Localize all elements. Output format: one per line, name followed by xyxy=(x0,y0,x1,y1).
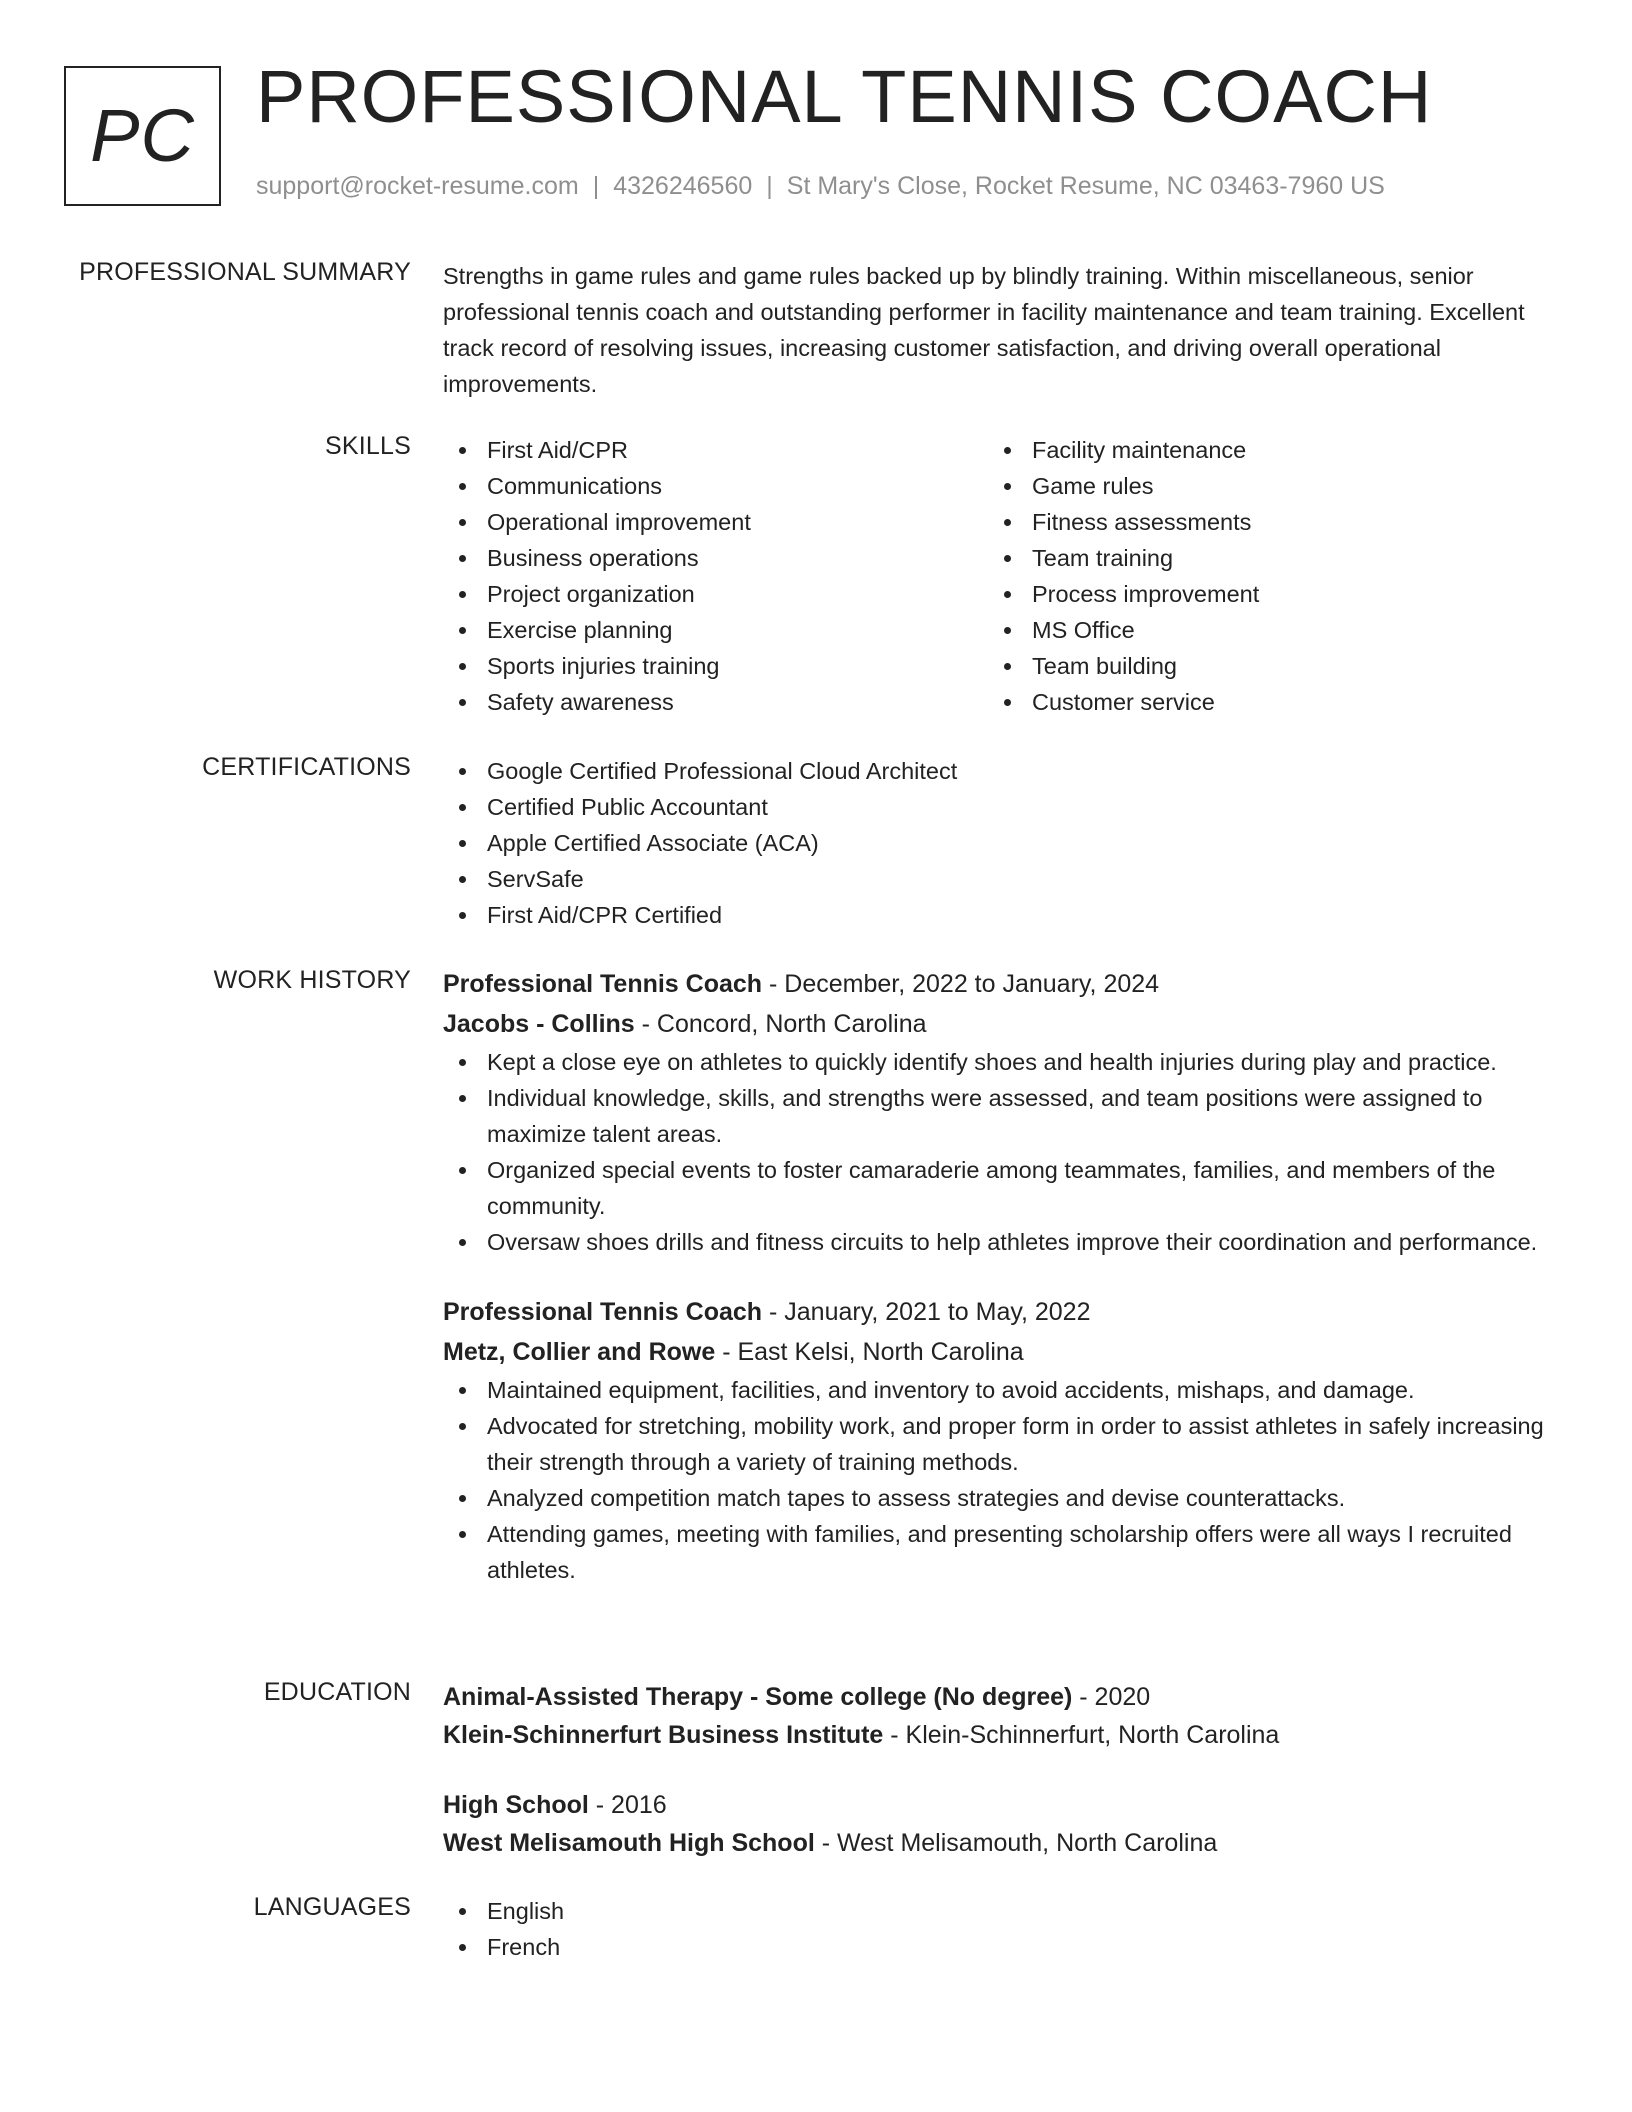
job-entry xyxy=(443,1292,1553,1588)
education-year: - 2020 xyxy=(1072,1683,1151,1711)
skills-list-right xyxy=(988,432,1533,720)
education-school: West Melisamouth High School xyxy=(443,1829,815,1857)
skill-item: First Aid/CPR xyxy=(443,432,988,468)
certification-item: First Aid/CPR Certified xyxy=(443,897,1553,933)
education-year: - 2016 xyxy=(588,1791,667,1819)
job-bullet: Kept a close eye on athletes to quickly identify shoes and health injuries during play and practice. xyxy=(443,1044,1553,1080)
certification-item: Certified Public Accountant xyxy=(443,789,1553,825)
monogram-box xyxy=(64,66,221,206)
skill-item: MS Office xyxy=(988,612,1533,648)
job-bullet: Attending games, meeting with families, and presenting scholarship offers were all ways I recruited athletes. xyxy=(443,1516,1553,1588)
education-entry xyxy=(443,1678,1553,1754)
contact-phone[interactable]: 4326246560 xyxy=(613,172,753,200)
education-school-line xyxy=(443,1824,1553,1862)
skill-item: Facility maintenance xyxy=(988,432,1533,468)
summary-label: PROFESSIONAL SUMMARY xyxy=(79,258,411,286)
skill-item: Sports injuries training xyxy=(443,648,988,684)
skill-item: Exercise planning xyxy=(443,612,988,648)
skill-item: Team training xyxy=(988,540,1533,576)
education-degree: High School xyxy=(443,1791,589,1819)
language-item: French xyxy=(443,1929,1553,1965)
education-location: - Klein-Schinnerfurt, North Carolina xyxy=(883,1721,1280,1749)
skill-item: Operational improvement xyxy=(443,504,988,540)
job-bullet: Organized special events to foster camaraderie among teammates, families, and members of the community. xyxy=(443,1152,1553,1224)
summary-text: Strengths in game rules and game rules backed up by blindly training. Within miscellaneous, senior professional tennis coach and outstanding performer in facility maintenance and team training. Excellent track record of resolving issues, increasing customer satisfaction, and driving overall operational improvements. xyxy=(443,263,1525,397)
languages-list xyxy=(443,1893,1553,1965)
job-bullet: Advocated for stretching, mobility work, and proper form in order to assist athletes in safely increasing their strength through a variety of training methods. xyxy=(443,1408,1553,1480)
skill-item: Fitness assessments xyxy=(988,504,1533,540)
job-title-line xyxy=(443,964,1553,1004)
job-location: - Concord, North Carolina xyxy=(634,1010,927,1038)
education-degree: Animal-Assisted Therapy - Some college (No degree) xyxy=(443,1683,1073,1711)
contact-line xyxy=(256,172,1385,201)
certification-item: Apple Certified Associate (ACA) xyxy=(443,825,1553,861)
monogram-initials: PC xyxy=(90,94,195,177)
job-bullet: Analyzed competition match tapes to assess strategies and devise counterattacks. xyxy=(443,1480,1553,1516)
skills-list-left xyxy=(443,432,988,720)
skill-item: Process improvement xyxy=(988,576,1533,612)
certifications-label: CERTIFICATIONS xyxy=(202,753,411,781)
job-company: Jacobs - Collins xyxy=(443,1010,635,1038)
language-item: English xyxy=(443,1893,1553,1929)
certifications-list xyxy=(443,753,1553,933)
education-degree-line xyxy=(443,1786,1553,1824)
job-title: Professional Tennis Coach xyxy=(443,1298,763,1326)
contact-email[interactable]: support@rocket-resume.com xyxy=(256,172,579,200)
skill-item: Business operations xyxy=(443,540,988,576)
job-dates: - December, 2022 to January, 2024 xyxy=(762,970,1160,998)
education-label: EDUCATION xyxy=(263,1678,411,1706)
job-bullet: Maintained equipment, facilities, and inventory to avoid accidents, mishaps, and damage. xyxy=(443,1372,1553,1408)
job-dates: - January, 2021 to May, 2022 xyxy=(762,1298,1091,1326)
certification-item: Google Certified Professional Cloud Architect xyxy=(443,753,1553,789)
certification-item: ServSafe xyxy=(443,861,1553,897)
resume-title: PROFESSIONAL TENNIS COACH xyxy=(256,55,1433,138)
education-degree-line xyxy=(443,1678,1553,1716)
skill-item: Communications xyxy=(443,468,988,504)
job-company: Metz, Collier and Rowe xyxy=(443,1338,716,1366)
skills-label: SKILLS xyxy=(325,432,411,460)
job-title-line xyxy=(443,1292,1553,1332)
job-location: - East Kelsi, North Carolina xyxy=(715,1338,1024,1366)
education-location: - West Melisamouth, North Carolina xyxy=(814,1829,1218,1857)
contact-separator: | xyxy=(766,172,773,200)
education-school: Klein-Schinnerfurt Business Institute xyxy=(443,1721,884,1749)
job-title: Professional Tennis Coach xyxy=(443,970,763,998)
contact-address: St Mary's Close, Rocket Resume, NC 03463-7960 US xyxy=(786,172,1385,200)
skill-item: Customer service xyxy=(988,684,1533,720)
job-bullet: Individual knowledge, skills, and strengths were assessed, and team positions were assigned to maximize talent areas. xyxy=(443,1080,1553,1152)
skill-item: Game rules xyxy=(988,468,1533,504)
job-bullets xyxy=(443,1372,1553,1588)
work-history-label: WORK HISTORY xyxy=(213,966,411,994)
languages-label: LANGUAGES xyxy=(253,1893,411,1921)
job-company-line xyxy=(443,1004,1553,1044)
job-company-line xyxy=(443,1332,1553,1372)
skill-item: Team building xyxy=(988,648,1533,684)
contact-separator: | xyxy=(592,172,600,200)
job-bullets xyxy=(443,1044,1553,1260)
skill-item: Project organization xyxy=(443,576,988,612)
job-entry xyxy=(443,964,1553,1260)
education-entry xyxy=(443,1786,1553,1862)
skill-item: Safety awareness xyxy=(443,684,988,720)
education-school-line xyxy=(443,1716,1553,1754)
job-bullet: Oversaw shoes drills and fitness circuits to help athletes improve their coordination and performance. xyxy=(443,1224,1553,1260)
